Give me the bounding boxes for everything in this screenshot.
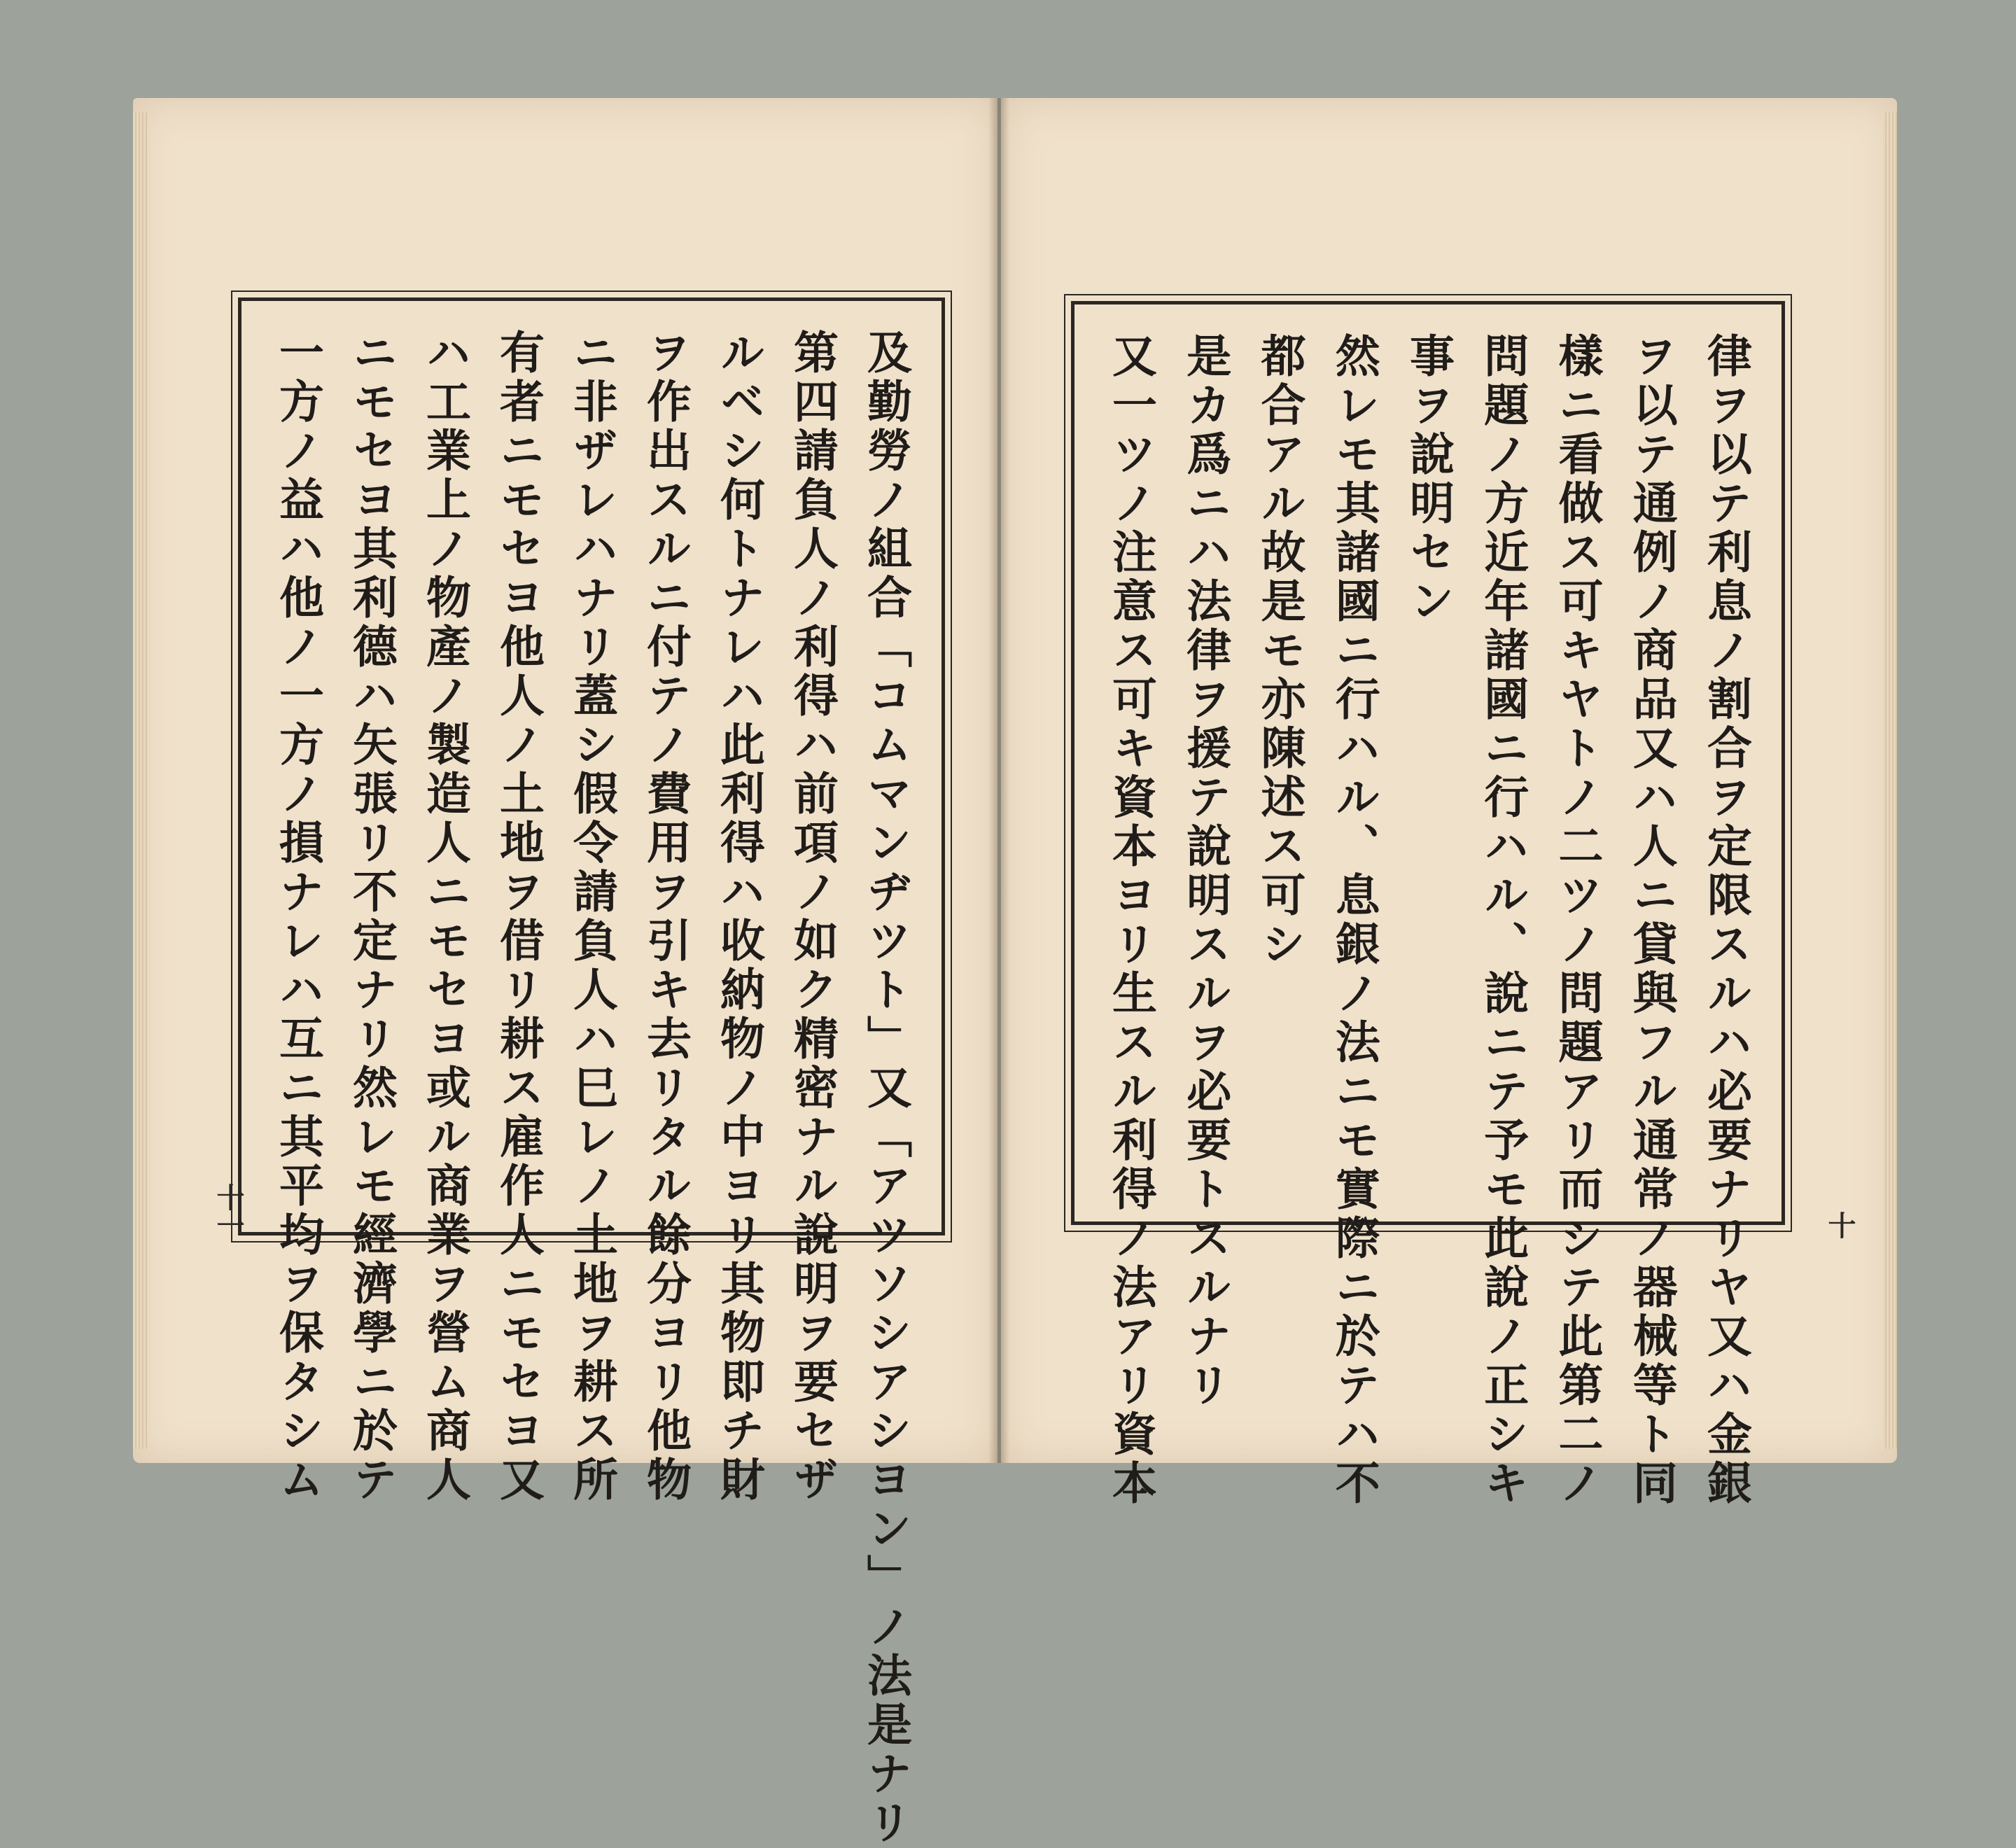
text-column: 都合アル故是モ亦陳述ス可シ [1253,332,1306,969]
text-column: 樣ニ看做ス可キヤトノ二ツノ問題アリ而シテ此第二ノ [1550,332,1604,1508]
text-column: ニモセヨ其利德ハ矢張リ不定ナリ然レモ經濟學ニ於テ [345,329,398,1505]
text-column: 第四請負人ノ利得ハ前項ノ如ク精密ナル說明ヲ要セザ [786,329,839,1505]
text-column: ハ工業上ノ物產ノ製造人ニモセヨ或ル商業ヲ營ム商人 [419,329,471,1505]
text-frame-left [238,298,945,1848]
text-column: 一方ノ益ハ他ノ一方ノ損ナレハ互ニ其平均ヲ保タシム [272,329,324,1505]
text-columns-right [1096,332,1760,1508]
page-edge [1883,112,1897,1449]
text-column: 是カ爲ニハ法律ヲ援テ說明スルヲ必要トスルナリ [1179,332,1232,1410]
page-edge [133,112,147,1449]
text-column: ニ非ザレハナリ蓋シ假令請負人ハ巳レノ土地ヲ耕ス所 [566,329,618,1505]
page-number-right: 十 [1823,1211,1856,1239]
open-book [133,98,1897,1848]
right-page [1001,98,1897,1508]
text-columns-left [262,329,920,1848]
book-gutter [988,98,1009,1463]
text-column: ルベシ何トナレハ此利得ハ收納物ノ中ヨリ其物即チ財 [713,329,765,1505]
text-frame-right [1071,301,1785,1508]
text-column: 有者ニモセヨ他人ノ土地ヲ借リ耕ス雇作人ニモセヨ又 [492,329,545,1505]
left-page [133,98,997,1848]
text-column: ヲ作出スルニ付テノ費用ヲ引キ去リタル餘分ヨリ他物 [639,329,692,1505]
text-column: 及勤勞ノ組合「コムマンヂツト」又「アツソシアシヨン」ノ法是ナリ [860,329,912,1848]
text-column: 問題ノ方近年諸國ニ行ハル、說ニテ予モ此說ノ正シキ [1476,332,1530,1508]
page-number-left: 十一 [212,1183,245,1239]
text-column: 事ヲ說明セン [1402,332,1455,626]
text-column: 然レモ其諸國ニ行ハル、息銀ノ法ニモ實際ニ於テハ不 [1327,332,1380,1508]
text-column: ヲ以テ通例ノ商品又ハ人ニ貸與フル通常ノ器械等ト同 [1625,332,1678,1508]
text-column: 律ヲ以テ利息ノ割合ヲ定限スルハ必要ナリヤ又ハ金銀 [1700,332,1752,1508]
text-column: 又一ツノ注意ス可キ資本ヨリ生スル利得ノ法アリ資本 [1105,332,1157,1508]
